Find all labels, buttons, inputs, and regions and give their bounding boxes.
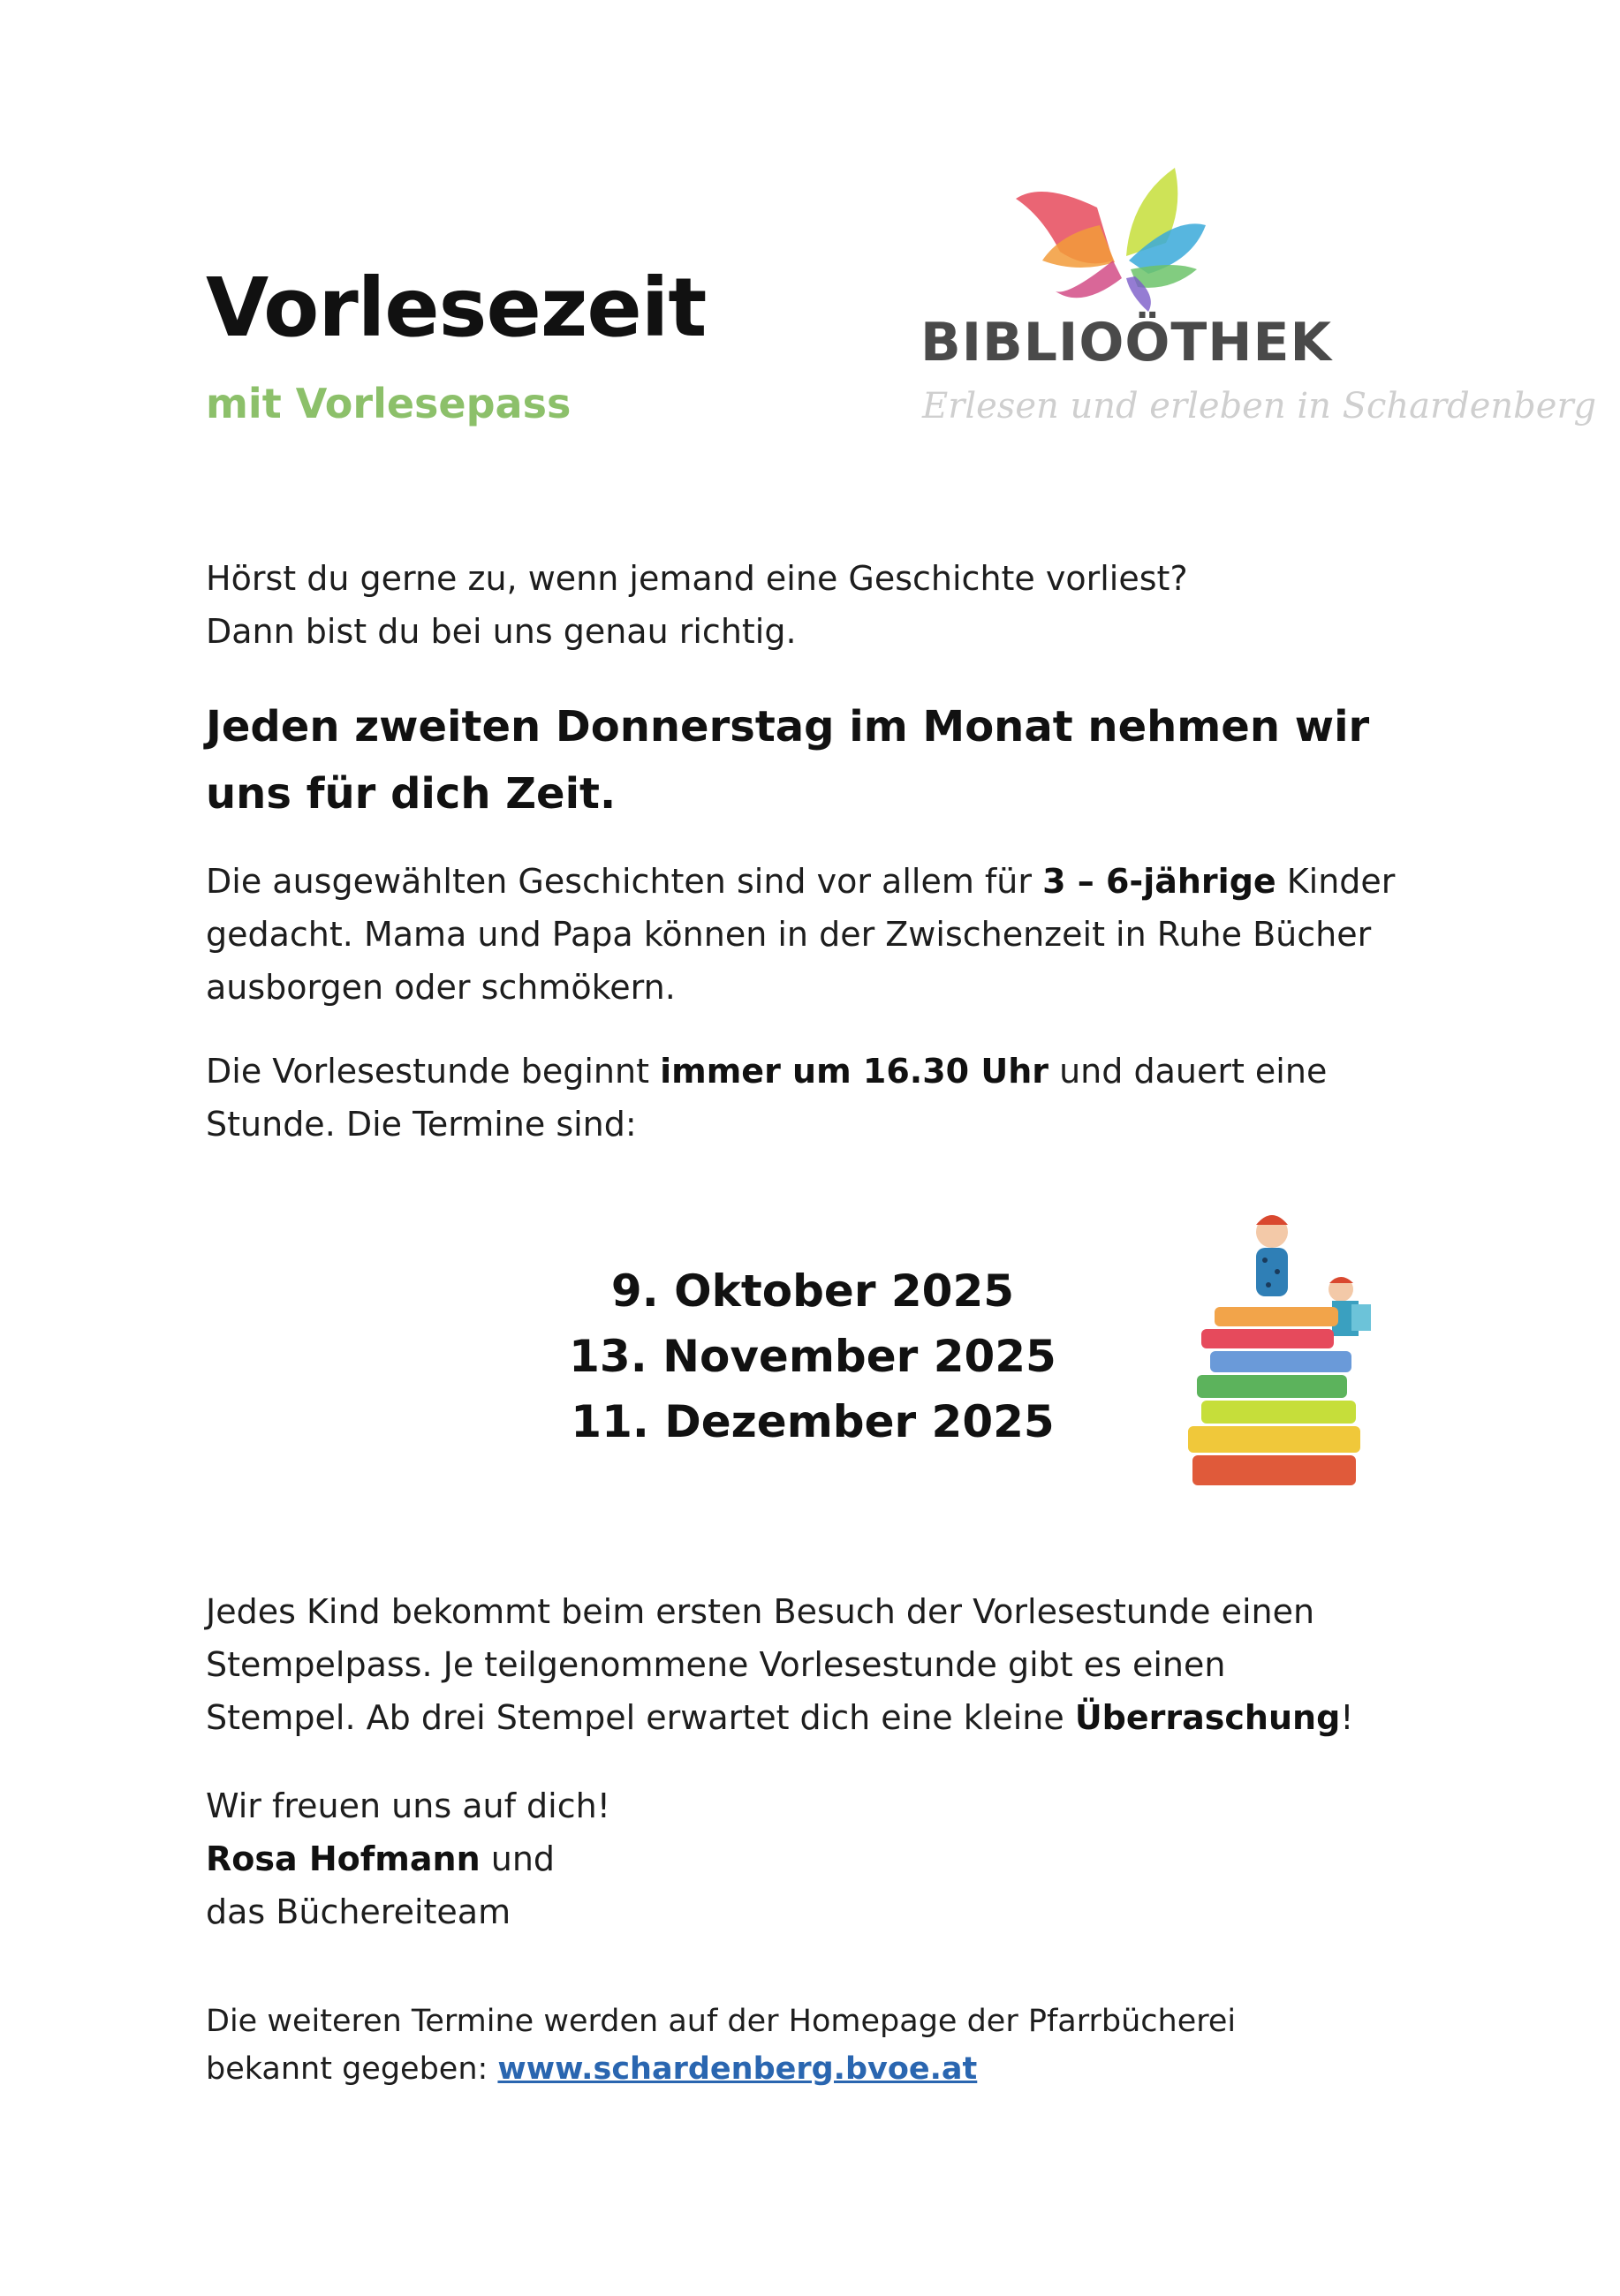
library-logo xyxy=(910,163,1597,437)
intro-line: Hörst du gerne zu, wenn jemand eine Geschichte vorliest? xyxy=(206,559,1188,598)
text-run: Die Vorlesestunde beginnt xyxy=(206,1052,661,1091)
homepage-link[interactable]: www.schardenberg.bvoe.at xyxy=(497,2051,978,2087)
butterfly-book-icon xyxy=(910,163,1404,313)
text-line: ausborgen oder schmökern. xyxy=(206,968,676,1007)
text-line: Wir freuen uns auf dich! xyxy=(206,1786,610,1825)
page-title: Vorlesezeit xyxy=(206,261,707,355)
signature-name: Rosa Hofmann xyxy=(206,1839,481,1878)
text-line: gedacht. Mama und Papa können in der Zwischenzeit in Ruhe Bücher xyxy=(206,915,1372,954)
highlight-line: Jeden zweiten Donnerstag im Monat nehmen wir xyxy=(206,702,1370,751)
text-line: Stempelpass. Je teilgenommene Vorlesestunde gibt es einen xyxy=(206,1645,1226,1684)
highlight-heading xyxy=(206,693,1460,827)
stamp-paragraph xyxy=(206,1585,1460,1744)
intro-paragraph xyxy=(206,552,1460,658)
children-on-books-illustration xyxy=(1175,1205,1396,1523)
date-item: 9. Oktober 2025 xyxy=(610,1265,1015,1317)
start-time: immer um 16.30 Uhr xyxy=(660,1052,1048,1091)
text-run: Die ausgewählten Geschichten sind vor allem für xyxy=(206,862,1043,901)
text-run: bekannt gegeben: xyxy=(206,2051,498,2087)
text-run: ! xyxy=(1340,1698,1354,1737)
book-stack-icon xyxy=(1175,1205,1396,1523)
text-run: und xyxy=(480,1839,556,1878)
text-line: das Büchereiteam xyxy=(206,1892,511,1931)
closing-paragraph xyxy=(206,1779,1460,1938)
text-line: Stunde. Die Termine sind: xyxy=(206,1105,637,1144)
date-item: 11. Dezember 2025 xyxy=(571,1396,1055,1447)
age-range: 3 – 6-jährige xyxy=(1042,862,1276,901)
highlight-line: uns für dich Zeit. xyxy=(206,769,617,819)
intro-line: Dann bist du bei uns genau richtig. xyxy=(206,612,797,651)
surprise-text: Überraschung xyxy=(1074,1698,1341,1737)
time-paragraph xyxy=(206,1045,1460,1151)
logo-tagline: Erlesen und erleben in Schardenberg xyxy=(922,386,1597,427)
page-subtitle: mit Vorlesepass xyxy=(206,380,572,427)
text-run: und dauert eine xyxy=(1048,1052,1328,1091)
text-run: Stempel. Ab drei Stempel erwartet dich eine kleine xyxy=(206,1698,1075,1737)
footer-note xyxy=(206,1998,1460,2093)
text-line: Jedes Kind bekommt beim ersten Besuch der Vorlesestunde einen xyxy=(206,1592,1315,1631)
logo-name: BIBLIOÖTHEK xyxy=(920,312,1332,374)
age-paragraph xyxy=(206,855,1460,1014)
text-line: Die weiteren Termine werden auf der Homepage der Pfarrbücherei xyxy=(206,2004,1237,2039)
text-run: Kinder xyxy=(1276,862,1396,901)
date-item: 13. November 2025 xyxy=(569,1331,1056,1382)
date-list xyxy=(530,1258,1095,1454)
